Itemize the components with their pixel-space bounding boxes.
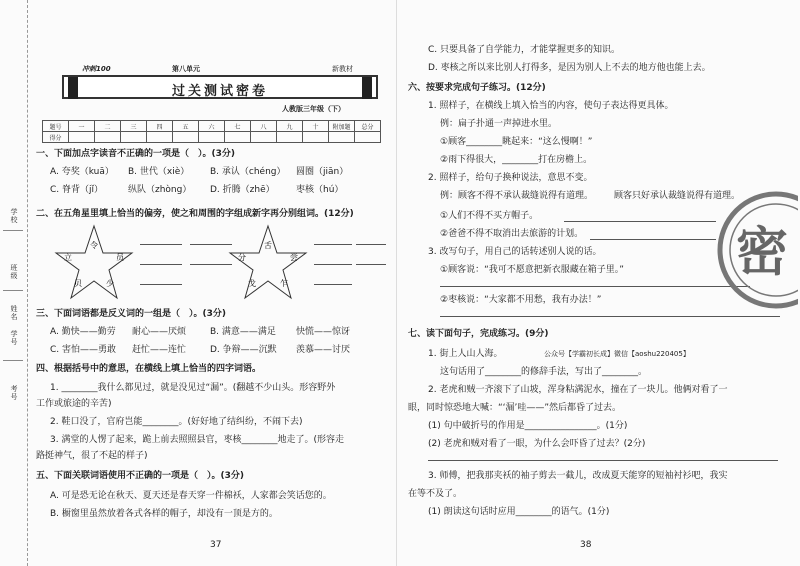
q5-option: A. 可是恐无论在秋天、夏天还是春天穿一件棉袄，人家都会笑话您的。: [50, 491, 332, 501]
star-diagram-1: [54, 224, 134, 300]
q6-example-answer: 顾客只好承认裁缝说得有道理。: [614, 191, 741, 201]
q6-item: 2. 照样子，给句子换种说法，意思不变。: [428, 173, 593, 183]
star-char: 舌: [264, 241, 272, 250]
q7-item: (1) 朗读这句话时应用________的语气。(1分): [428, 507, 610, 517]
q1-option: D. 折腾（zhē）: [210, 185, 275, 195]
edition-tag: 新教材: [332, 65, 353, 73]
score-cell: 二: [95, 121, 121, 132]
header: [62, 58, 378, 98]
answer-line[interactable]: [564, 221, 716, 222]
q1-option: C. 脊背（jǐ）: [50, 185, 104, 195]
binding-margin: [0, 0, 28, 566]
q5-option: C. 只要具备了自学能力，才能掌握更多的知识。: [428, 45, 621, 55]
answer-blank[interactable]: [356, 264, 386, 265]
q4-item: 3. 满堂的人愣了起来，跪上前去照照县官，枣核________地走了。(形容走: [50, 435, 344, 445]
answer-line[interactable]: [440, 286, 750, 287]
score-cell: 题号: [43, 121, 69, 132]
score-table: [42, 120, 381, 143]
page-divider: [396, 0, 397, 566]
confidential-seal: [716, 190, 798, 310]
unit-label: 第八单元: [172, 65, 200, 73]
q7-item: 3. 师傅，把我那夹袄的袖子剪去一截儿，改成夏天能穿的短袖衬衫吧，我实: [428, 471, 728, 481]
star-char: 令: [90, 241, 98, 250]
q6-item: ②枣核说：“大家都不用愁，我有办法！”: [440, 295, 602, 305]
q3-option: 赶忙——连忙: [132, 345, 187, 355]
score-cell: 总分: [355, 121, 381, 132]
q4-item: 2. 鞋口没了，官府岂能________。(好好地了结纠纷，不闹下去): [50, 417, 303, 427]
q1-option: B. 世代（xiè）: [128, 167, 190, 177]
q7-item: (1) 句中破折号的作用是________________。(1分): [428, 421, 628, 431]
q3-option: D. 争辩——沉默: [210, 345, 277, 355]
left-page: [32, 0, 390, 566]
page-number: 37: [210, 540, 222, 550]
binding-label-id: 学号: [10, 330, 18, 346]
q6-item: ②爸爸不得不取消出去旅游的计划。: [440, 229, 584, 239]
q4-item: 工作或旅途的辛苦): [36, 399, 112, 409]
title-banner: [62, 75, 378, 99]
star-char: 员: [116, 253, 124, 262]
score-cell: 十: [303, 121, 329, 132]
answer-blank[interactable]: [140, 284, 182, 285]
q3-option: B. 满意——满足: [210, 327, 276, 337]
score-cell: 六: [199, 121, 225, 132]
answer-blank[interactable]: [314, 284, 352, 285]
page-title: 过关测试密卷: [171, 84, 268, 99]
score-cell: 附加题: [329, 121, 355, 132]
score-value-row: [43, 132, 381, 143]
score-cell: 四: [147, 121, 173, 132]
answer-blank[interactable]: [314, 244, 352, 245]
star-char: 尝: [290, 253, 298, 262]
page-number: 38: [580, 540, 592, 550]
q7-item: 2. 老虎和贼一齐滚下了山坡，浑身粘满泥水，撞在了一块儿。他俩对看了一: [428, 385, 728, 395]
q1-option: 圆圈（jiān）: [296, 167, 349, 177]
q6-item: 3. 改写句子，用自己的话转述别人说的话。: [428, 247, 602, 257]
q7-item: 这句话用了________的修辞手法，写出了________。: [440, 367, 648, 377]
q6-example: 例：扁子扑通一声掉进水里。: [440, 119, 558, 129]
q7-item: 1. 街上人山人海。: [428, 349, 503, 359]
q3-option: A. 勤快——勤劳: [50, 327, 116, 337]
q3-option: 羡慕——讨厌: [296, 345, 351, 355]
q6-item: 1. 照样子，在横线上填入恰当的内容，使句子表达得更具体。: [428, 101, 674, 111]
brand-logo: 冲刺100: [82, 65, 111, 73]
score-cell: 九: [277, 121, 303, 132]
q1-option: B. 承认（chéng）: [210, 167, 286, 177]
star-diagram-2: [228, 224, 308, 300]
score-cell: 八: [251, 121, 277, 132]
q6-stem: 六、按要求完成句子练习。(12分): [408, 83, 546, 93]
q1-option: 枣核（hú）: [296, 185, 344, 195]
score-cell: 三: [121, 121, 147, 132]
answer-blank[interactable]: [190, 244, 232, 245]
q6-item: ①顾客说：“我可不愿意把新衣服藏在箱子里。”: [440, 265, 624, 275]
star-char: 戈: [248, 279, 256, 288]
binding-label-name: 姓名: [10, 305, 18, 321]
answer-blank[interactable]: [190, 264, 232, 265]
binding-label-class: 班级: [10, 264, 18, 280]
q3-option: 耐心——厌烦: [132, 327, 187, 337]
q6-item: ②雨下得很大，________打在房檐上。: [440, 155, 593, 165]
q1-stem: 一、下面加点字读音不正确的一项是（ ）。(3分): [36, 149, 235, 159]
binding-label-school: 学校: [10, 208, 18, 224]
q5-option: D. 枣核之所以来比别人打得多，是因为别人上不去的地方他也能上去。: [428, 63, 711, 73]
answer-line[interactable]: [428, 460, 778, 461]
star-char: 少: [106, 279, 114, 288]
score-cell: 五: [173, 121, 199, 132]
star-char: 贝: [74, 279, 82, 288]
q4-item: 路挺神气，很了不起的样子): [36, 451, 148, 461]
q2-stem: 二、在五角星里填上恰当的偏旁，使之和周围的字组成新字再分别组词。(12分): [36, 209, 354, 219]
star-char: 分: [238, 253, 246, 262]
q6-example: 例：顾客不得不承认裁缝说得有道理。: [440, 191, 594, 201]
answer-line[interactable]: [590, 239, 716, 240]
q5-option: B. 橱窗里虽然放着各式各样的帽子，却没有一顶是方的。: [50, 509, 278, 519]
star-char: 立: [64, 253, 72, 262]
answer-blank[interactable]: [140, 264, 182, 265]
score-cell: 一: [69, 121, 95, 132]
q4-stem: 四、根据括号中的意思，在横线上填上恰当的四字词语。: [36, 364, 262, 374]
q1-option: A. 夸奖（kuā）: [50, 167, 114, 177]
binding-label-exam-id: 考号: [10, 385, 18, 401]
q3-option: C. 害怕——勇敢: [50, 345, 117, 355]
answer-blank[interactable]: [356, 244, 386, 245]
q5-stem: 五、下面关联词语使用不正确的一项是（ ）。(3分): [36, 471, 244, 481]
q7-item: 在等不及了。: [408, 489, 463, 499]
q4-item: 1. ________我什么都见过，就是没见过“漏”。(翻越不少山头。形容野外: [50, 383, 336, 393]
q7-stem: 七、读下面句子，完成练习。(9分): [408, 329, 549, 339]
q6-item: ①人们不得不买方帽子。: [440, 211, 539, 221]
grade-label: 人教版三年级（下）: [282, 105, 345, 113]
q7-item: 眼，同时惊恐地大喊：“‘漏’哇——”然后都昏了过去。: [408, 403, 622, 413]
answer-blank[interactable]: [314, 264, 352, 265]
answer-line[interactable]: [440, 316, 780, 317]
q1-option: 纵队（zhòng）: [128, 185, 192, 195]
q3-stem: 三、下面词语都是反义词的一组是（ ）。(3分): [36, 309, 226, 319]
q3-option: 快慌——惊讶: [296, 327, 351, 337]
watermark-text: 公众号【学霸初长成】微信【aoshu220405】: [544, 350, 690, 358]
score-header-row: [43, 121, 381, 132]
seal-char: 密: [736, 223, 789, 283]
score-row-label: 得分: [43, 132, 69, 143]
star-char: 乍: [280, 279, 288, 288]
q7-item: (2) 老虎和贼对看了一眼，为什么会吓昏了过去？(2分): [428, 439, 646, 449]
q6-item: ①顾客________眺起来：“这么慢啊！”: [440, 137, 593, 147]
score-cell: 七: [225, 121, 251, 132]
answer-blank[interactable]: [140, 244, 182, 245]
